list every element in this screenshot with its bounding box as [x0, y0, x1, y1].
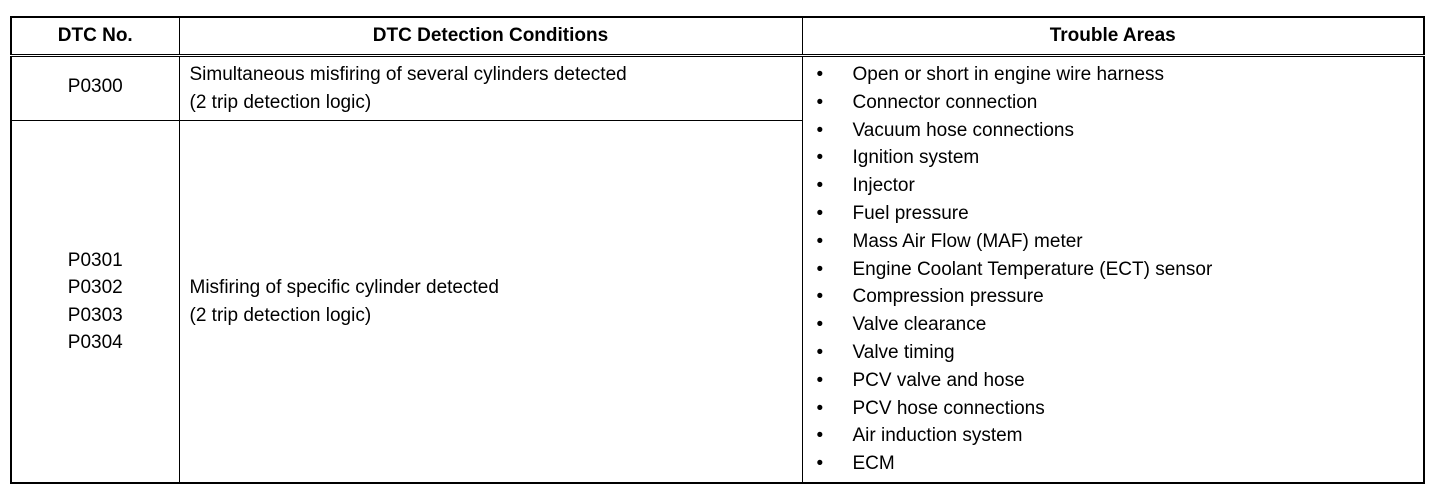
trouble-area-item	[803, 256, 1424, 284]
bullet-icon: •	[816, 286, 824, 308]
trouble-area-text: Mass Air Flow (MAF) meter	[852, 230, 1083, 252]
bullet-icon: •	[816, 64, 824, 85]
detection-logic-text: (2 trip detection logic)	[189, 304, 372, 326]
trouble-areas-list	[803, 61, 1424, 478]
header-row	[11, 17, 1424, 56]
header-detection-conditions: DTC Detection Conditions	[179, 17, 802, 56]
trouble-area-item	[803, 89, 1424, 117]
bullet-icon: •	[816, 230, 824, 252]
bullet-icon: •	[816, 175, 824, 197]
trouble-area-text: Compression pressure	[852, 286, 1044, 308]
trouble-area-item	[803, 228, 1424, 256]
trouble-area-item	[803, 200, 1424, 228]
trouble-area-item	[803, 422, 1424, 450]
dtc-table	[10, 16, 1425, 484]
trouble-area-text: Ignition system	[852, 147, 980, 169]
trouble-area-text: PCV hose connections	[852, 397, 1045, 419]
trouble-area-text: PCV valve and hose	[852, 369, 1025, 391]
bullet-icon: •	[816, 91, 824, 113]
header-dtc-no: DTC No.	[11, 17, 179, 56]
trouble-area-item	[803, 172, 1424, 200]
trouble-area-item	[803, 339, 1424, 367]
detection-condition-text: Simultaneous misfiring of several cylinders detected	[189, 64, 627, 85]
detection-condition-cell	[179, 56, 802, 121]
trouble-area-item	[803, 117, 1424, 145]
bullet-icon: •	[816, 258, 824, 280]
trouble-area-item	[803, 311, 1424, 339]
trouble-area-text: Injector	[852, 175, 915, 197]
bullet-icon: •	[816, 119, 824, 141]
dtc-code-cell	[11, 121, 179, 483]
trouble-area-item	[803, 367, 1424, 395]
trouble-area-text: Open or short in engine wire harness	[852, 64, 1165, 85]
trouble-area-text: Engine Coolant Temperature (ECT) sensor	[852, 258, 1213, 280]
trouble-area-text: Connector connection	[852, 91, 1038, 113]
bullet-icon: •	[816, 341, 824, 363]
trouble-area-text: Valve timing	[852, 341, 955, 363]
bullet-icon: •	[816, 314, 824, 336]
trouble-area-item	[803, 395, 1424, 423]
dtc-code: P0300	[67, 75, 123, 97]
trouble-area-item	[803, 283, 1424, 311]
bullet-icon: •	[816, 397, 824, 419]
dtc-code: P0303	[67, 304, 123, 326]
bullet-icon: •	[816, 453, 824, 475]
trouble-area-text: Air induction system	[852, 425, 1023, 447]
trouble-areas-cell	[802, 56, 1424, 483]
trouble-area-item	[803, 144, 1424, 172]
dtc-code: P0301	[67, 249, 123, 271]
detection-condition-cell	[179, 121, 802, 483]
trouble-area-text: ECM	[852, 453, 895, 475]
trouble-area-text: Vacuum hose connections	[852, 119, 1074, 141]
detection-logic-text: (2 trip detection logic)	[189, 91, 372, 113]
dtc-code: P0302	[67, 277, 123, 299]
dtc-code: P0304	[67, 332, 123, 354]
bullet-icon: •	[816, 425, 824, 447]
trouble-area-item	[803, 61, 1424, 89]
dtc-code-cell	[11, 56, 179, 121]
detection-condition-text: Misfiring of specific cylinder detected	[189, 277, 499, 299]
bullet-icon: •	[816, 147, 824, 169]
header-trouble-areas: Trouble Areas	[802, 17, 1424, 56]
table-row	[11, 56, 1424, 121]
trouble-area-text: Valve clearance	[852, 314, 987, 336]
bullet-icon: •	[816, 202, 824, 224]
bullet-icon: •	[816, 369, 824, 391]
trouble-area-text: Fuel pressure	[852, 202, 969, 224]
trouble-area-item	[803, 450, 1424, 478]
